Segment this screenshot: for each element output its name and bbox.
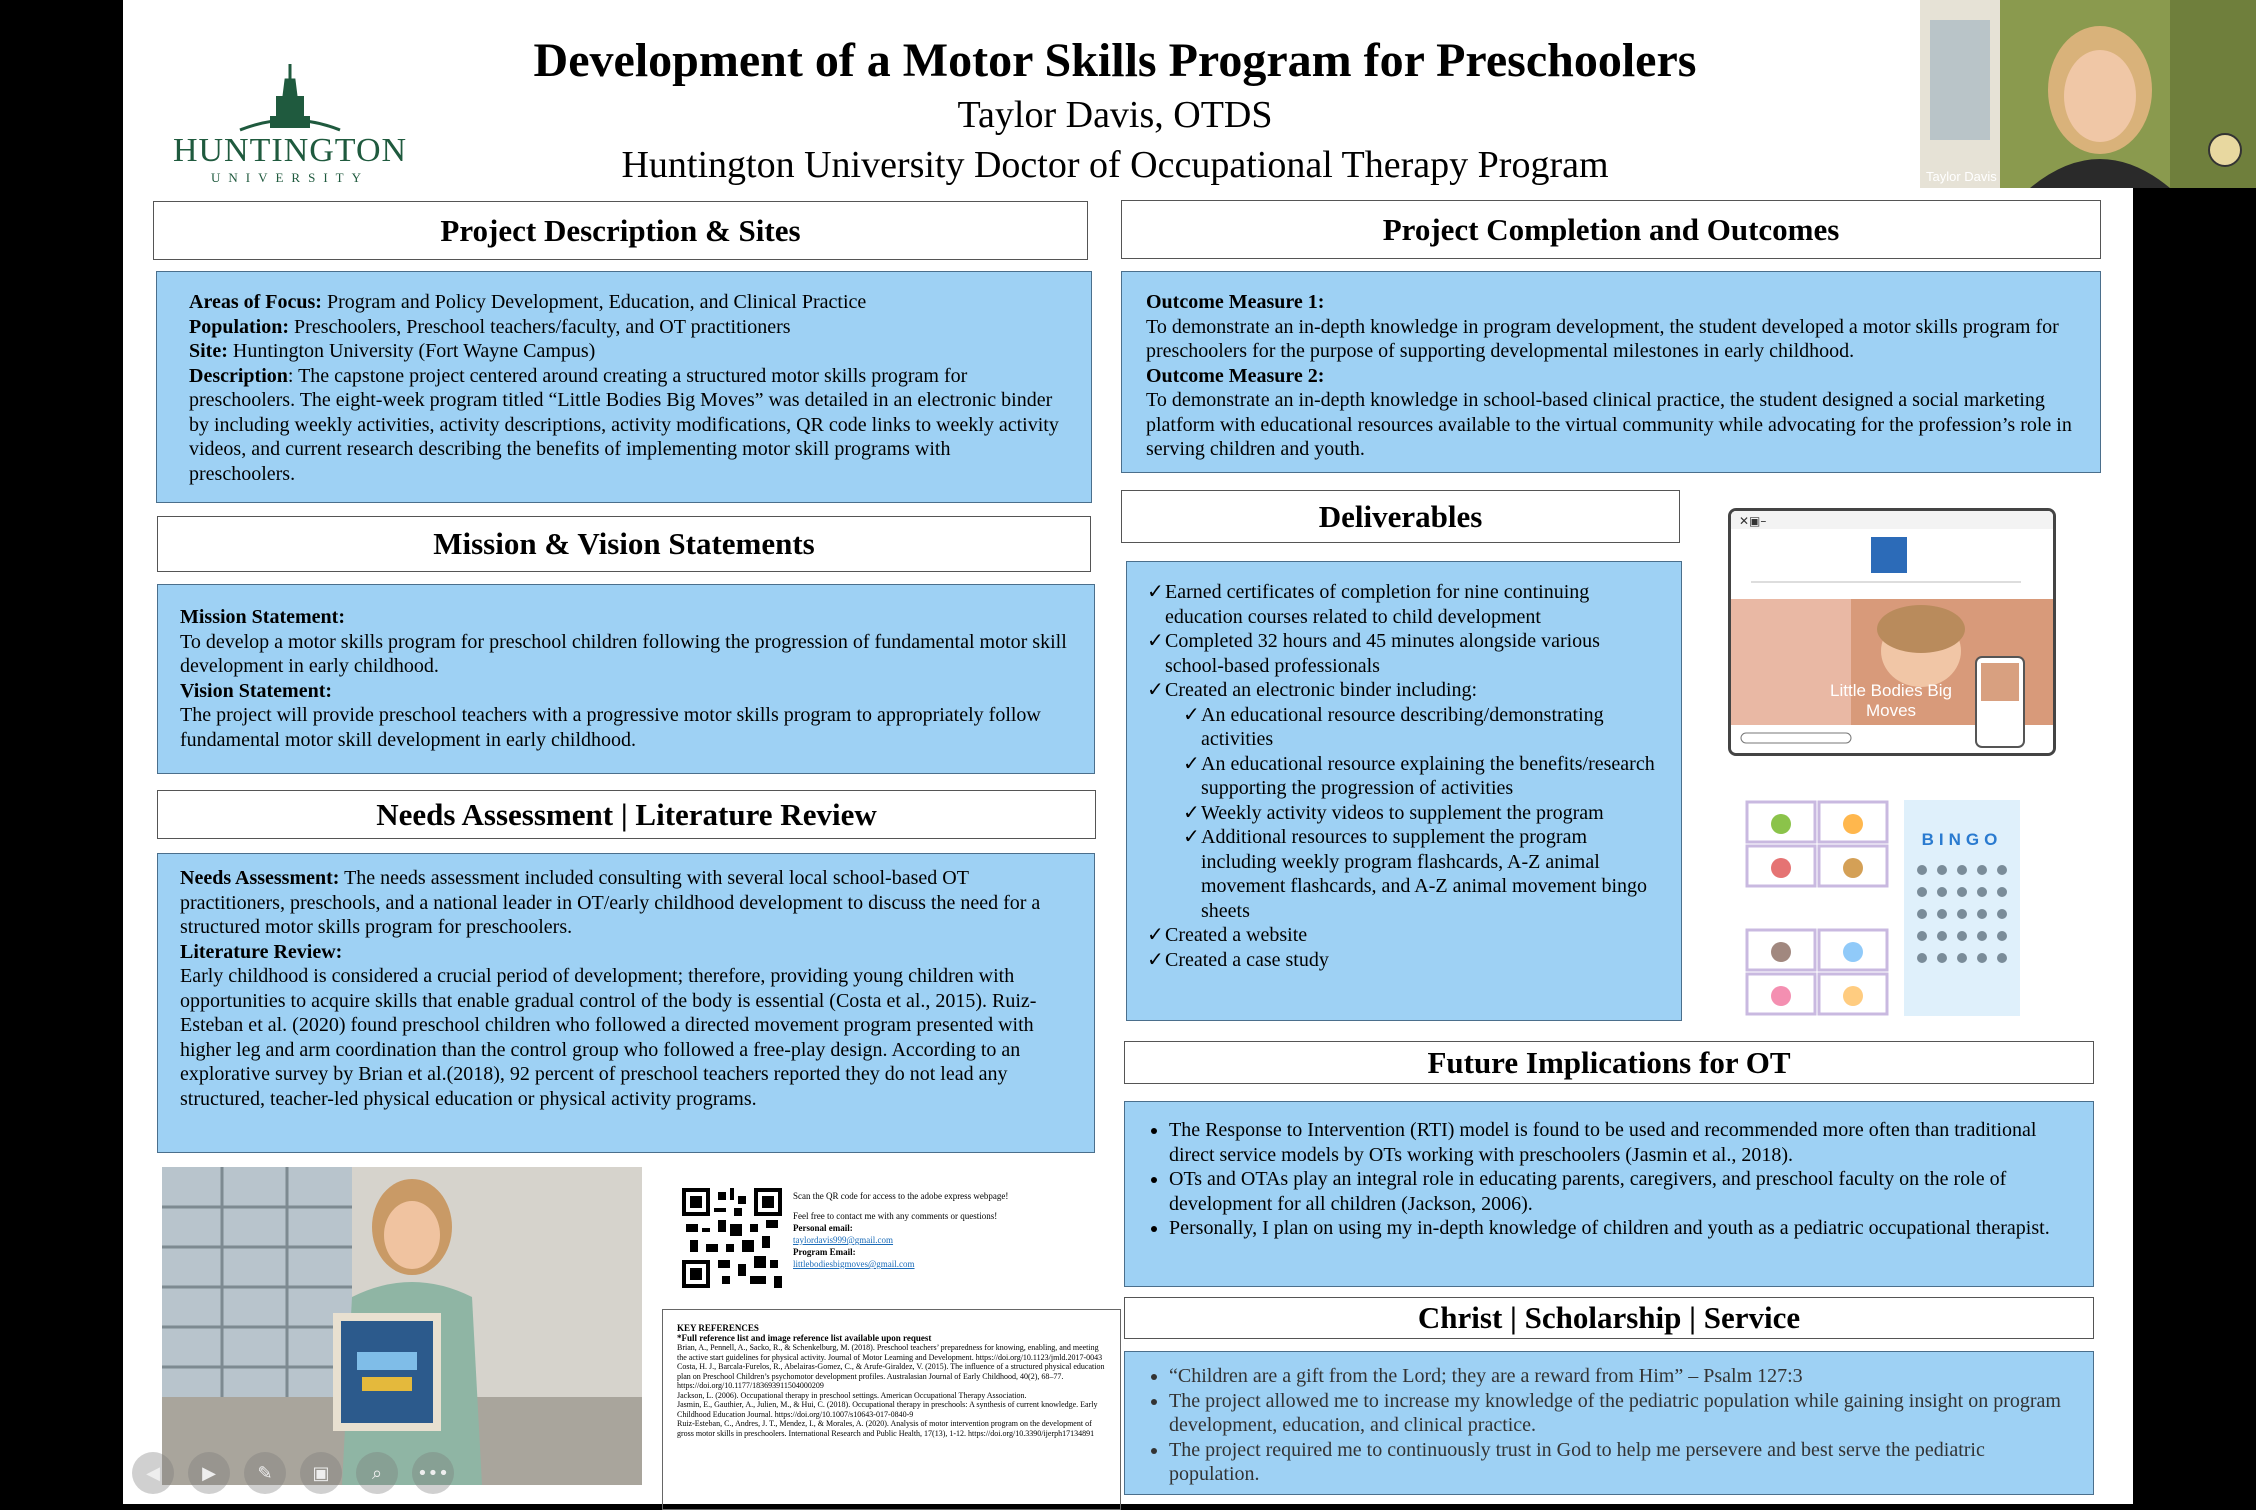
student-image bbox=[162, 1167, 642, 1485]
mission-label: Mission Statement: bbox=[180, 606, 345, 628]
reference-item: Ruiz-Esteban, C., Andres, J. T., Mendez, I., & Morales, A. (2020). Analysis of motor intervention program on the development of gross motor skills in preschoolers. International Research and Public Health, 17(13), 1-12. https://doi.org/10.3390/ijerph17134891 bbox=[677, 1419, 1095, 1438]
reference-item: Jackson, L. (2006). Occupational therapy in preschool settings. American Occupational Therapy Association. bbox=[677, 1390, 1027, 1400]
vision-text: The project will provide preschool teachers with a progressive motor skills program to appropriately follow fundamental motor skill development in early childhood. bbox=[180, 704, 1041, 751]
focus-text: Program and Policy Development, Education, and Clinical Practice bbox=[326, 291, 867, 313]
christ-item: • “Children are a gift from the Lord; they are a reward from Him” – Psalm 127:3 bbox=[1169, 1364, 2073, 1389]
christ-list bbox=[1145, 1364, 2073, 1487]
outcomes-heading: Project Completion and Outcomes bbox=[1121, 200, 2101, 259]
future-list bbox=[1145, 1118, 2073, 1241]
measure2-text: To demonstrate an in-depth knowledge in school-based clinical practice, the student designed a social marketing platform with educational resources available to the virtual community while advocating for the profession’s role in serving children and youth. bbox=[1146, 389, 2072, 460]
deliverable-item: ✓ Completed 32 hours and 45 minutes alongside various school-based professionals bbox=[1147, 629, 1661, 678]
needs-text: The needs assessment included consulting with several local school-based OT practitioners, preschools, and a national leader in OT/early childhood development to discuss the need for a structured motor skills program for preschoolers. bbox=[180, 867, 1041, 938]
population-label: Population: bbox=[189, 315, 290, 338]
svg-text:✕▣–: ✕▣– bbox=[1739, 514, 1767, 528]
needs-label: Needs Assessment: bbox=[180, 867, 340, 889]
christ-item: • The project allowed me to increase my knowledge of the pediatric population while gaining insight on program development, education, and clinical practice. bbox=[1169, 1389, 2073, 1438]
lit-label: Literature Review: bbox=[180, 940, 343, 963]
qr-code[interactable] bbox=[682, 1188, 782, 1288]
deliverable-item-text: Created an electronic binder including: bbox=[1165, 679, 1478, 701]
description-text: : The capstone project centered around creating a structured motor skills program for preschoolers. The eight-week program titled “Little Bodies Big Moves” was detailed in an electronic binder by including weekly activities, activity descriptions, activity modifications, QR code links to weekly activity videos, and current research describing the benefits of implementing motor skill programs with preschoolers. bbox=[189, 364, 1059, 485]
site-text: Huntington University (Fort Wayne Campus) bbox=[232, 340, 596, 362]
description-label: Description bbox=[189, 364, 288, 387]
population-text: Preschoolers, Preschool teachers/faculty, and OT practitioners bbox=[294, 315, 791, 338]
christ-box bbox=[1124, 1351, 2094, 1495]
deliverable-item: ✓ Created a website bbox=[1147, 923, 1661, 948]
mission-text: To develop a motor skills program for preschool children following the progression of fundamental motor skill development in early childhood. bbox=[180, 630, 1067, 677]
participant-video[interactable] bbox=[1920, 0, 2256, 188]
project-description-heading: Project Description & Sites bbox=[153, 201, 1088, 260]
flashcards-image bbox=[1745, 800, 1891, 1016]
future-item: • OTs and OTAs play an integral role in educating parents, caregivers, and preschool faculty on the role of development for all children (Jackson, 2006). bbox=[1169, 1167, 2073, 1216]
measure1-label: Outcome Measure 1: bbox=[1146, 291, 1325, 313]
poster-title: Development of a Motor Skills Program for Preschoolers bbox=[533, 34, 1697, 87]
deliverables-box bbox=[1126, 561, 1682, 1021]
references-box bbox=[662, 1309, 1121, 1510]
logo-sub: UNIVERSITY bbox=[211, 170, 369, 185]
christ-heading: Christ | Scholarship | Service bbox=[1124, 1297, 2094, 1339]
future-box bbox=[1124, 1101, 2094, 1287]
reference-item: Brian, A., Pennell, A., Sacko, R., & Schenkelburg, M. (2018). Preschool teachers’ preparedness for knowing, enabling, and meeting the active start guidelines for physical activity. Journal of Motor Learning and Development. https://doi.org/10.1123/jmld.2017-0043 bbox=[677, 1343, 1103, 1362]
see-all-slides-button[interactable]: ▣ bbox=[300, 1452, 342, 1494]
bingo-grid bbox=[1904, 800, 2020, 1016]
personal-email-link[interactable]: taylordavis999@gmail.com bbox=[793, 1235, 894, 1245]
deliverable-subitem: ✓ Weekly activity videos to supplement the program bbox=[1183, 801, 1661, 826]
bingo-title: BINGO bbox=[1921, 830, 2003, 849]
website-hero-text: Little Bodies Big Moves bbox=[1830, 681, 1952, 720]
references-title: KEY REFERENCES bbox=[677, 1323, 759, 1333]
lit-text: Early childhood is considered a crucial period of development; therefore, providing young children with opportunities to acquire skills that enable gradual control of the body is essential (Costa et al., 2015). Ruiz-Esteban et al. (2020) found preschool children who followed a directed movement program presented with higher leg and arm coordination than the control group who followed a free-play design. According to an explorative survey by Brian et al.(2018), 92 percent of preschool teachers reported they do not lead any structured, teacher-led physical education or physical activity programs. bbox=[180, 965, 1037, 1110]
deliverable-item: ✓ Earned certificates of completion for nine continuing education courses related to child development bbox=[1147, 580, 1661, 629]
flashcards-graphic bbox=[1745, 800, 1891, 1016]
bingo-sheet-image bbox=[1904, 800, 2020, 1016]
deliverables-heading: Deliverables bbox=[1121, 490, 1680, 543]
future-heading: Future Implications for OT bbox=[1124, 1041, 2094, 1084]
christ-item: • The project required me to continuously trust in God to help me persevere and best serve the pediatric population. bbox=[1169, 1438, 2073, 1487]
reference-item: Jasmin, E., Gauthier, A., Julien, M., & Hui, C. (2018). Occupational therapy in preschools: A synthesis of current knowledge. Early Childhood Education Journal. https://doi.org/10.1007/s10643-017-0840-9 bbox=[677, 1400, 1098, 1419]
measure2-label: Outcome Measure 2: bbox=[1146, 364, 1325, 387]
deliverable-item: ✓ Created a case study bbox=[1147, 948, 1661, 973]
mission-box bbox=[157, 584, 1095, 774]
mission-heading: Mission & Vision Statements bbox=[157, 516, 1091, 572]
poster-author: Taylor Davis, OTDS bbox=[957, 94, 1273, 136]
vision-label: Vision Statement: bbox=[180, 679, 333, 702]
deliverables-list bbox=[1147, 580, 1661, 972]
references-note: *Full reference list and image reference list available upon request bbox=[677, 1332, 932, 1343]
deliverable-subitem: ✓ An educational resource describing/demonstrating activities bbox=[1183, 703, 1661, 752]
needs-heading: Needs Assessment | Literature Review bbox=[157, 790, 1096, 839]
deliverable-subitem: ✓ Additional resources to supplement the program including weekly program flashcards, A-Z animal movement flashcards, and A-Z animal movement bingo sheets bbox=[1183, 825, 1661, 923]
previous-slide-button[interactable]: ◀ bbox=[132, 1452, 174, 1494]
zoom-button[interactable]: ⌕ bbox=[356, 1452, 398, 1494]
qr-scan-text: Scan the QR code for access to the adobe express webpage! bbox=[793, 1191, 1009, 1201]
student-photo bbox=[162, 1167, 642, 1485]
project-description-box bbox=[156, 271, 1092, 503]
personal-email-label: Personal email: bbox=[793, 1223, 853, 1233]
participant-image bbox=[1920, 0, 2256, 188]
qr-contact-text: Feel free to contact me with any comments or questions! bbox=[793, 1211, 998, 1221]
deliverable-subitem: ✓ An educational resource explaining the benefits/research supporting the progression of activities bbox=[1183, 752, 1661, 801]
future-item: • The Response to Intervention (RTI) model is found to be used and recommended more often than traditional direct service models by OTs working with preschoolers (Jasmin et al., 2018). bbox=[1169, 1118, 2073, 1167]
pen-tool-button[interactable]: ✎ bbox=[244, 1452, 286, 1494]
reference-item: Costa, H. J., Barcala-Furelos, R., Abelairas-Gomez, C., & Arufe-Giraldez, V. (2015). The influence of a structured physical education plan on Preschool Children’s psychomotor development profiles. Australasian Journal of Early Childhood, 40(2), 68–77. https://doi.org/10.1177/183693911504000209 bbox=[677, 1362, 1105, 1390]
future-item: • Personally, I plan on using my in-depth knowledge of children and youth as a pediatric occupational therapist. bbox=[1169, 1216, 2073, 1241]
measure1-text: To demonstrate an in-depth knowledge in program development, the student developed a motor skills program for preschoolers for the purpose of supporting developmental milestones in early childhood. bbox=[1146, 315, 2059, 362]
needs-box bbox=[157, 853, 1095, 1153]
focus-label: Areas of Focus: bbox=[189, 291, 322, 313]
outcomes-box bbox=[1121, 271, 2101, 473]
slideshow-toolbar bbox=[132, 1452, 472, 1494]
poster-title-block bbox=[300, 32, 1930, 190]
deliverable-item bbox=[1147, 678, 1661, 923]
poster-program: Huntington University Doctor of Occupational Therapy Program bbox=[621, 144, 1609, 186]
next-slide-button[interactable]: ▶ bbox=[188, 1452, 230, 1494]
program-email-link[interactable]: littlebodiesbigmoves@gmail.com bbox=[793, 1259, 915, 1269]
website-mockup bbox=[1728, 508, 2056, 756]
more-options-button[interactable]: ••• bbox=[412, 1452, 454, 1494]
logo-name: HUNTINGTON bbox=[172, 132, 408, 169]
site-label: Site: bbox=[189, 340, 228, 362]
participant-name: Taylor Davis bbox=[1926, 169, 1997, 184]
program-email-label: Program Email: bbox=[793, 1247, 856, 1257]
qr-code-icon bbox=[682, 1188, 782, 1288]
qr-text-block bbox=[793, 1190, 1083, 1270]
deliverable-sublist bbox=[1165, 703, 1661, 924]
